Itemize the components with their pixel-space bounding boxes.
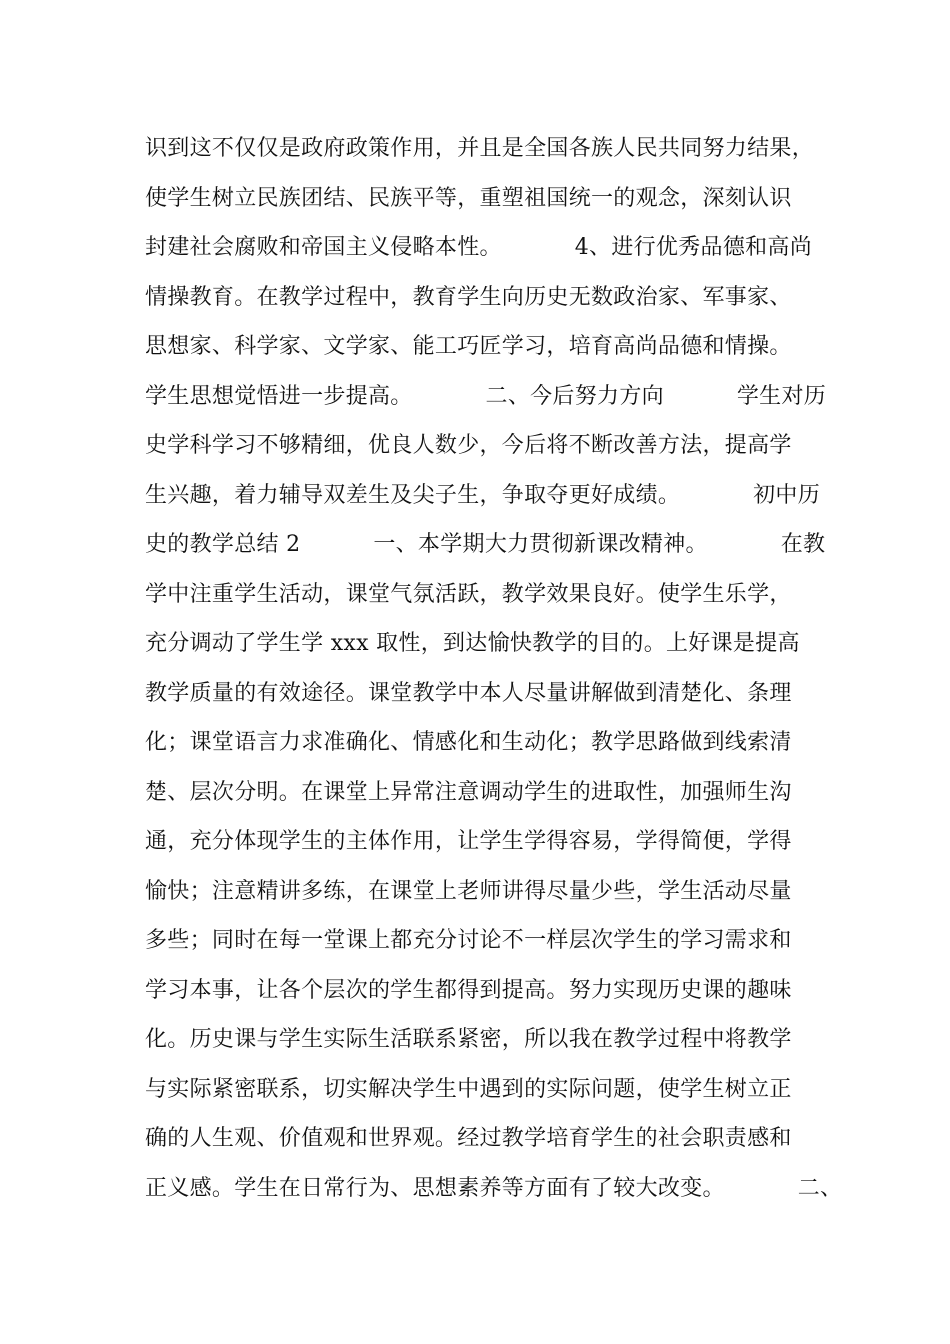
text-line: 化。历史课与学生实际生活联系紧密，所以我在教学过程中将教学 xyxy=(145,1027,792,1052)
text-line: 封建社会腐败和帝国主义侵略本性。 4、进行优秀品德和高尚 xyxy=(145,235,813,260)
text-line: 识到这不仅仅是政府政策作用，并且是全国各族人民共同努力结果， xyxy=(145,136,815,161)
text-line: 学中注重学生活动，课堂气氛活跃，教学效果良好。使学生乐学， xyxy=(145,581,792,607)
text-line: 思想家、科学家、文学家、能工巧匠学习，培育高尚品德和情操。 xyxy=(145,334,792,359)
text-line: 愉快；注意精讲多练，在课堂上老师讲得尽量少些，学生活动尽量 xyxy=(145,878,792,904)
text-line: 多些；同时在每一堂课上都充分讨论不一样层次学生的学习需求和 xyxy=(145,928,792,953)
text-line: 充分调动了学生学 xxx 取性，到达愉快教学的目的。上好课是提高 xyxy=(145,631,800,656)
text-line: 通，充分体现学生的主体作用，让学生学得容易，学得简便，学得 xyxy=(145,829,792,854)
text-line: 情操教育。在教学过程中，教育学生向历史无数政治家、军事家、 xyxy=(145,284,792,310)
text-line: 化；课堂语言力求准确化、情感化和生动化；教学思路做到线索清 xyxy=(145,730,792,755)
text-line: 史学科学习不够精细，优良人数少，今后将不断改善方法，提高学 xyxy=(145,433,792,458)
body-text xyxy=(145,124,843,1213)
text-line: 史的教学总结 2 一、本学期大力贯彻新课改精神。 在教 xyxy=(145,532,826,557)
text-line: 与实际紧密联系，切实解决学生中遇到的实际问题，使学生树立正 xyxy=(145,1076,792,1102)
text-line: 使学生树立民族团结、民族平等，重塑祖国统一的观念，深刻认识 xyxy=(145,185,792,211)
text-line: 确的人生观、价值观和世界观。经过教学培育学生的社会职责感和 xyxy=(145,1126,792,1151)
text-line: 楚、层次分明。在课堂上异常注意调动学生的进取性，加强师生沟 xyxy=(145,779,792,805)
text-line: 正义感。学生在日常行为、思想素养等方面有了较大改变。 二、 xyxy=(145,1175,843,1201)
text-line: 学习本事，让各个层次的学生都得到提高。努力实现历史课的趣味 xyxy=(145,977,792,1003)
text-line: 教学质量的有效途径。课堂教学中本人尽量讲解做到清楚化、条理 xyxy=(145,680,792,706)
text-line: 生兴趣，着力辅导双差生及尖子生，争取夺更好成绩。 初中历 xyxy=(145,482,821,508)
text-line: 学生思想觉悟进一步提高。 二、今后努力方向 学生对历 xyxy=(145,383,827,409)
